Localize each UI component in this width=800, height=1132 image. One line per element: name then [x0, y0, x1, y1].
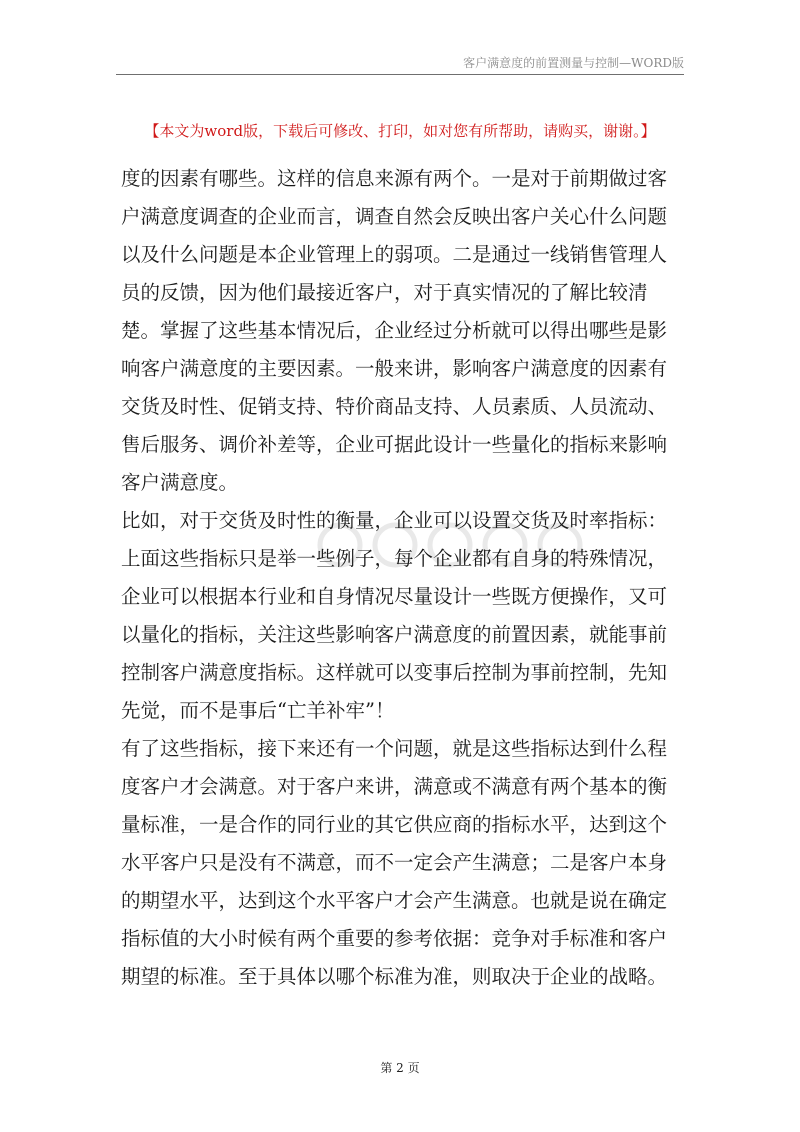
paragraph-1: 度的因素有哪些。这样的信息来源有两个。一是对于前期做过客户满意度调查的企业而言，调查自然会反映出客户关心什么问题以及什么问题是本企业管理上的弱项。二是通过一线销售管理人员的反馈，因为他们最接近客户，对于真实情况的了解比较清楚。掌握了这些基本情况后，企业经过分析就可以得出哪些是影响客户满意度的主要因素。一般来讲，影响客户满意度的因素有交货及时性、促销支持、特价商品支持、人员素质、人员流动、售后服务、调价补差等，企业可据此设计一些量化的指标来影响客户满意度。 [121, 167, 668, 494]
paragraph-3: 上面这些指标只是举一些例子，每个企业都有自身的特殊情况，企业可以根据本行业和自身情况尽量设计一些既方便操作，又可以量化的指标，关注这些影响客户满意度的前置因素，就能事前控制客户满意度指标。这样就可以变事后控制为事前控制，先知先觉，而不是事后“亡羊补牢”！ [121, 547, 668, 722]
purchase-notice: 【本文为word版，下载后可修改、打印，如对您有所帮助，请购买，谢谢。】 [144, 122, 656, 140]
header-rule [116, 74, 684, 75]
document-body [121, 160, 681, 996]
paragraph-4: 有了这些指标，接下来还有一个问题，就是这些指标达到什么程度客户才会满意。对于客户来讲，满意或不满意有两个基本的衡量标准，一是合作的同行业的其它供应商的指标水平，达到这个水平客户只是没有不满意，而不一定会产生满意；二是客户本身的期望水平，达到这个水平客户才会产生满意。也就是说在确定指标值的大小时候有两个重要的参考依据：竞争对手标准和客户期望的标准。至于具体以哪个标准为准，则取决于企业的战略。 [121, 737, 668, 988]
header-title: 客户满意度的前置测量与控制—WORD版 [463, 56, 684, 70]
paragraph-2: 比如，对于交货及时性的衡量，企业可以设置交货及时率指标： [121, 509, 668, 532]
page-number: 第 2 页 [380, 1061, 420, 1075]
